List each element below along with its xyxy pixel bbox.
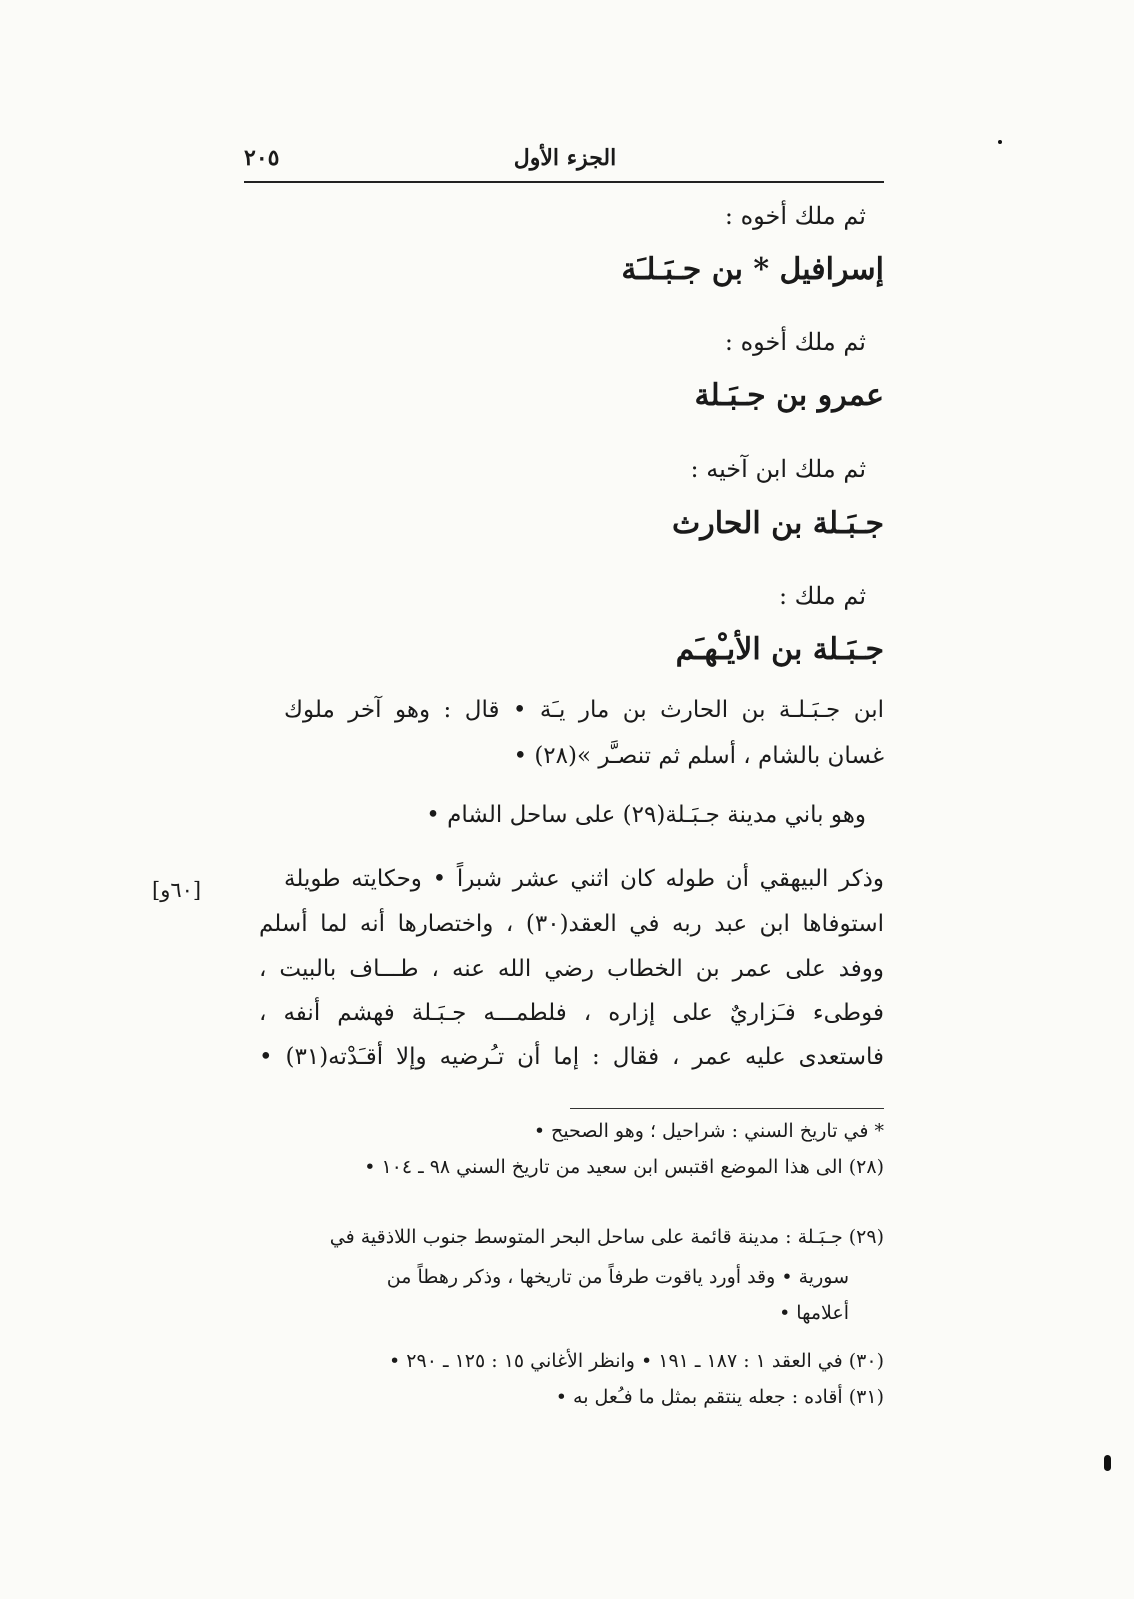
paragraph-line: ابن جـبَـلـة بن الحارث بن مار يـَة • قال : وهو آخر ملوك (284, 697, 884, 723)
scan-speck (998, 140, 1002, 144)
king-name: إسرافيل * بن جـبَـلـَة (621, 252, 884, 287)
page-number: ٢٠٥ (244, 145, 280, 171)
footnote-31: (٣١) أقاده : جعله ينتقم بمثل ما فـُعل به • (555, 1386, 884, 1408)
paragraph-line: فاستعدى عليه عمر ، فقال : إما أن تـُرضيه وإلا أقـَدْته(٣١) • (259, 1044, 884, 1070)
king-name: جـبَـلة بن الأيـْهـَم (675, 632, 884, 667)
entry-intro: ثم ملك : (778, 582, 866, 610)
footnote-29-continued: أعلامها • (779, 1302, 849, 1324)
paragraph-line: وهو باني مدينة جـبَـلة(٢٩) على ساحل الشام • (426, 802, 866, 828)
margin-folio-reference: [٦٠و] (152, 878, 202, 902)
paragraph-line: وذكر البيهقي أن طوله كان اثني عشر شبراً • وحكايته طويلة (284, 866, 884, 892)
footnote-30: (٣٠) في العقد ١ : ١٨٧ ـ ١٩١ • وانظر الأغاني ١٥ : ١٢٥ ـ ٢٩٠ • (389, 1350, 884, 1372)
footnote-star: * في تاريخ السني : شراحيل ؛ وهو الصحيح • (533, 1120, 884, 1142)
footnote-rule (570, 1108, 884, 1109)
footnote-29-continued: سورية • وقد أورد ياقوت طرفاً من تاريخها ، وذكر رهطاً من (386, 1266, 849, 1288)
running-head: الجزء الأول (513, 145, 617, 171)
paragraph-line: ووفد على عمر بن الخطاب رضي الله عنه ، طـــاف بالبيت ، (259, 956, 884, 982)
scan-speck (1104, 1455, 1111, 1471)
king-name: عمرو بن جـبَـلة (694, 378, 884, 413)
footnote-29: (٢٩) جـبَـلة : مدينة قائمة على ساحل البحر المتوسط جنوب اللاذقية في (329, 1226, 884, 1248)
header-rule (244, 181, 884, 183)
paragraph-line: غسان بالشام ، أسلم ثم تنصـَّر »(٢٨) • (513, 743, 884, 769)
entry-intro: ثم ملك ابن آخيه : (690, 455, 866, 483)
footnote-28: (٢٨) الى هذا الموضع اقتبس ابن سعيد من تاريخ السني ٩٨ ـ ١٠٤ • (364, 1156, 884, 1178)
entry-intro: ثم ملك أخوه : (724, 202, 866, 230)
paragraph-line: فوطىء فـَزاريٌ على إزاره ، فلطمـــه جـبَـلة فهشم أنفه ، (259, 1000, 884, 1026)
entry-intro: ثم ملك أخوه : (724, 328, 866, 356)
paragraph-line: استوفاها ابن عبد ربه في العقد(٣٠) ، واختصارها أنه لما أسلم (259, 911, 884, 937)
king-name: جـبَـلة بن الحارث (672, 506, 884, 541)
